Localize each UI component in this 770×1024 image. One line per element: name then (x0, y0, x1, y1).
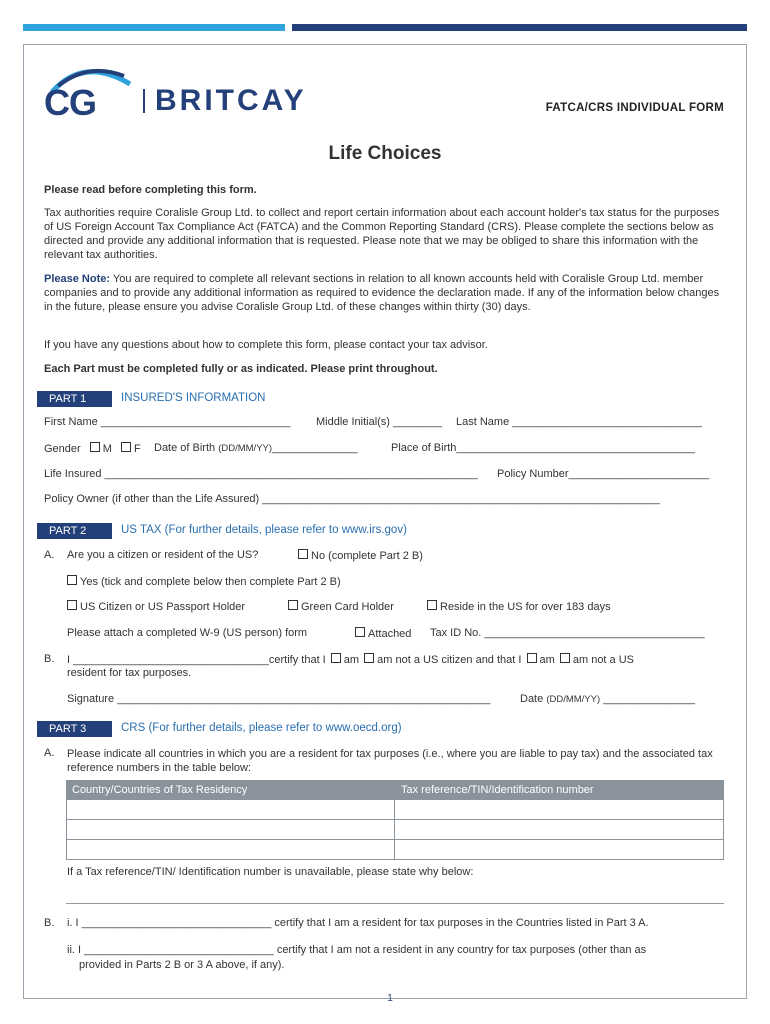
crs-resident-certify-field[interactable]: i. I _______________________________ certify that I am a resident for tax purposes in the Countries listed in Part 3 A. (67, 917, 649, 929)
country-cell-2[interactable] (66, 820, 395, 840)
reside-label: Reside in the US for over 183 days (440, 601, 611, 613)
signature-date-field[interactable] (520, 693, 695, 705)
dob-field[interactable] (154, 442, 358, 454)
note-text: You are required to complete all relevant sections in relation to all known accounts held with Coralisle Group Ltd. member companies and to provide any additional information as required to evidence the declaration made. If any of the information below changes in the future, please ensure you advise Coralisle Group Ltd. of these changes within thirty (30) days. (44, 273, 720, 313)
date-line: _______________ (603, 693, 695, 705)
part3-a-letter: A. (44, 747, 55, 759)
questions-paragraph: If you have any questions about how to complete this form, please contact your tax advisor. (44, 339, 488, 351)
footer-divider-right (412, 998, 747, 999)
us-certify-row (67, 653, 634, 666)
note-label: Please Note: (44, 273, 111, 285)
am-not-us-resident-checkbox[interactable] (560, 653, 570, 663)
us-no-checkbox[interactable] (298, 549, 308, 559)
us-certify-name-field[interactable]: I ________________________________certify that I (67, 654, 326, 666)
resident-tax-text: resident for tax purposes. (67, 667, 192, 679)
gender-label: Gender (44, 443, 81, 455)
crs-nonresident-certify-field[interactable]: ii. I _______________________________ certify that I am not a resident in any country for tax purposes (other than as (67, 944, 647, 956)
table-row (66, 820, 724, 840)
am-not-us-resident-label: am not a US (572, 654, 634, 666)
gender-f-checkbox[interactable] (121, 442, 131, 452)
am-not-us-citizen-checkbox[interactable] (364, 653, 374, 663)
country-cell-3[interactable] (66, 840, 395, 860)
part3-b-letter: B. (44, 917, 55, 929)
gender-row (44, 442, 141, 455)
policy-number-field[interactable]: Policy Number_______________________ (497, 468, 710, 480)
page-title: Life Choices (328, 143, 442, 164)
reside-option[interactable] (425, 600, 611, 613)
please-note-paragraph (44, 272, 724, 314)
attach-w9-text: Please attach a completed W-9 (US person) form (67, 627, 308, 639)
attached-label: Attached (368, 628, 412, 640)
us-yes-option[interactable] (65, 575, 341, 588)
green-card-option[interactable] (286, 600, 394, 613)
us-yes-label: Yes (tick and complete below then complete Part 2 B) (80, 576, 341, 588)
part3-title: CRS (For further details, please refer to www.oecd.org) (121, 722, 402, 734)
table-row (66, 840, 724, 860)
table-row (66, 800, 724, 820)
part2-b-letter: B. (44, 653, 55, 665)
last-name-field[interactable]: Last Name _______________________________ (456, 416, 702, 428)
each-part-instruction: Each Part must be completed fully or as indicated. Please print throughout. (44, 363, 438, 375)
us-yes-checkbox[interactable] (67, 575, 77, 585)
am-not-us-citizen-label: am not a US citizen and that I (377, 654, 522, 666)
crs-instruction: Please indicate all countries in which you are a resident for tax purposes (i.e., where you are liable to pay tax) and the associated tax reference numbers in the table below: (67, 748, 713, 774)
am-us-citizen-checkbox[interactable] (331, 653, 341, 663)
gender-f-label: F (134, 443, 141, 455)
logo-name: BRITCAY (155, 84, 307, 117)
tin-cell-3[interactable] (395, 840, 724, 860)
us-citizen-checkbox[interactable] (67, 600, 77, 610)
top-accent-bar-dark (292, 24, 747, 31)
tin-unavailable-text: If a Tax reference/TIN/ Identification number is unavailable, please state why below: (67, 866, 474, 878)
policy-owner-field[interactable]: Policy Owner (if other than the Life Assured) _________________________________________________________________ (44, 493, 660, 505)
logo-initials: CG (44, 82, 96, 123)
dob-label: Date of Birth (154, 442, 216, 454)
part2-label: PART 2 (37, 523, 112, 539)
tax-id-field[interactable]: Tax ID No. ____________________________________ (430, 627, 705, 639)
part3-label: PART 3 (37, 721, 112, 737)
page-number: 1 (387, 993, 393, 1004)
green-card-checkbox[interactable] (288, 600, 298, 610)
tin-cell-2[interactable] (395, 820, 724, 840)
crs-nonresident-continuation: provided in Parts 2 B or 3 A above, if any). (79, 959, 285, 971)
date-label: Date (520, 693, 544, 705)
us-citizen-option[interactable] (65, 600, 245, 613)
place-of-birth-field[interactable]: Place of Birth_______________________________________ (391, 442, 696, 454)
signature-field[interactable]: Signature _____________________________________________________________ (67, 693, 491, 705)
logo-divider (143, 89, 145, 113)
top-accent-bar-light (23, 24, 285, 31)
part1-label: PART 1 (37, 391, 112, 407)
table-header (66, 780, 724, 800)
attached-option[interactable] (353, 627, 411, 640)
green-card-label: Green Card Holder (301, 601, 394, 613)
country-cell-1[interactable] (66, 800, 395, 820)
tax-residency-table (66, 780, 724, 860)
part2-title: US TAX (For further details, please refer to www.irs.gov) (121, 524, 407, 536)
form-type-label: FATCA/CRS INDIVIDUAL FORM (545, 102, 724, 114)
am-us-resident-label: am (539, 654, 555, 666)
dob-format: (DD/MM/YY) (218, 443, 273, 454)
col-country-header: Country/Countries of Tax Residency (72, 784, 248, 796)
us-citizen-label: US Citizen or US Passport Holder (80, 601, 246, 613)
date-format: (DD/MM/YY) (546, 694, 601, 705)
middle-initial-field[interactable]: Middle Initial(s) ________ (316, 416, 442, 428)
tax-authorities-paragraph: Tax authorities require Coralisle Group Ltd. to collect and report certain information about each account holder's tax status for the purposes of US Foreign Account Tax Compliance Act (FATCA) and the Common Reporting Standard (CRS). Please complete the sections below as directed and provide any additional information that is requested. Please note that we may be obliged to share this information with the relevant tax authorities. (44, 207, 720, 261)
reside-checkbox[interactable] (427, 600, 437, 610)
part2-a-letter: A. (44, 549, 55, 561)
part1-title: INSURED'S INFORMATION (121, 392, 266, 404)
us-citizen-question: Are you a citizen or resident of the US? (67, 549, 259, 561)
first-name-field[interactable]: First Name _______________________________ (44, 416, 291, 428)
life-insured-field[interactable]: Life Insured _____________________________________________________________ (44, 468, 478, 480)
col-tin-header: Tax reference/TIN/Identification number (401, 784, 594, 796)
gender-m-label: M (102, 443, 112, 455)
attached-checkbox[interactable] (355, 627, 365, 637)
tin-unavailable-reason-line[interactable] (66, 903, 724, 904)
read-before-heading: Please read before completing this form. (44, 184, 257, 196)
tin-cell-1[interactable] (395, 800, 724, 820)
am-us-resident-checkbox[interactable] (527, 653, 537, 663)
footer-divider-left (23, 998, 368, 999)
gender-m-checkbox[interactable] (90, 442, 100, 452)
us-no-option[interactable] (296, 549, 423, 562)
us-no-label: No (complete Part 2 B) (311, 550, 423, 562)
am-us-citizen-label: am (343, 654, 360, 666)
dob-line: ______________ (272, 442, 358, 454)
